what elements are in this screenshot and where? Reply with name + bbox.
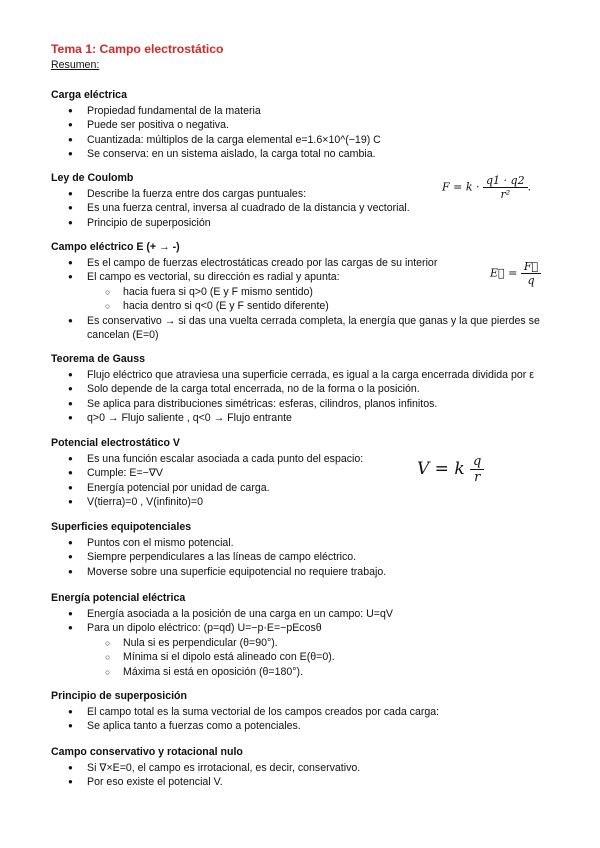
list-item: ● V(tierra)=0 , V(infinito)=0 [51,495,571,509]
list-item: ● Describe la fuerza entre dos cargas puntuales: [51,187,571,201]
list-item: ● q>0 → Flujo saliente , q<0 → Flujo entrante [51,411,571,425]
list-item: ● Principio de superposición [51,216,571,230]
formula-fraction [483,174,528,201]
list-item: ● El campo total es la suma vectorial de los campos creados por cada carga: [51,705,571,719]
formula-lhs: E⃗ = [490,266,518,280]
formula-end: . [527,180,532,194]
list-item: ● Para un dipolo eléctrico: (p=qd) U=−p·E=−pEcosθ [51,621,571,635]
formula-lhs: F = k · [442,180,480,194]
list-item: ● Puede ser positiva o negativa. [51,118,571,132]
formula-denominator: q [527,274,535,287]
sub-list-item: ○ hacia dentro si q<0 (E y F sentido diferente) [51,299,571,313]
page-title: Tema 1: Campo electrostático [51,42,224,56]
list-item: ● Es conservativo → si das una vuelta cerrada completa, la energía que ganas y la que pierdes se cancelan (E=0) [51,314,557,343]
section-heading: Teorema de Gauss [51,353,146,365]
list-item: ● Propiedad fundamental de la materia [51,104,571,118]
potential-formula [417,454,484,485]
section-heading: Campo eléctrico E (+ → -) [51,241,180,253]
list-item: ● Solo depende de la carga total encerrada, no de la forma o la posición. [51,382,571,396]
formula-numerator: F⃗ [521,260,541,274]
list-item: ● Energía potencial por unidad de carga. [51,481,571,495]
list-item: ● Se aplica para distribuciones simétricas: esferas, cilindros, planos infinitos. [51,397,571,411]
formula-numerator: q1 · q2 [483,174,528,188]
list-item: ● Es una fuerza central, inversa al cuadrado de la distancia y vectorial. [51,201,571,215]
section-energia-potencial [51,591,571,679]
formula-fraction [470,454,484,485]
section-teorema-gauss [51,352,571,426]
list-item: ● Se conserva: en un sistema aislado, la carga total no cambia. [51,147,571,161]
sub-list-item: ○ Nula si es perpendicular (θ=90°). [51,636,571,650]
formula-denominator: r [474,470,481,485]
sub-list-item: ○ Máxima si está en oposición (θ=180°). [51,665,571,679]
section-heading: Potencial electrostático V [51,437,180,449]
list-item: ● Por eso existe el potencial V. [51,775,571,789]
formula-numerator: q [470,454,484,470]
list-item: ● Es el campo de fuerzas electrostáticas creado por las cargas de su interior [51,256,571,270]
section-carga-electrica [51,88,571,162]
sub-list-item: ○ Mínima si el dipolo está alineado con E(θ=0). [51,650,571,664]
subtitle: Resumen: [51,59,100,71]
coulomb-formula [442,174,531,201]
section-heading: Ley de Coulomb [51,172,134,184]
list-item: ● Puntos con el mismo potencial. [51,536,571,550]
list-item: ● Cumple: E=−∇V [51,466,571,480]
list-item: ● Si ∇×E=0, el campo es irrotacional, es decir, conservativo. [51,761,571,775]
list-item: ● Es una función escalar asociada a cada punto del espacio: [51,452,571,466]
section-heading: Campo conservativo y rotacional nulo [51,746,243,758]
list-item: ● El campo es vectorial, su dirección es radial y apunta: [51,270,571,284]
list-item: ● Flujo eléctrico que atraviesa una superficie cerrada, es igual a la carga encerrada dividida por ε [51,368,571,382]
formula-denominator: r² [500,188,511,201]
list-item: ● Siempre perpendiculares a las líneas de campo eléctrico. [51,550,571,564]
list-item: ● Energía asociada a la posición de una carga en un campo: U=qV [51,607,571,621]
section-principio-superposicion [51,689,571,734]
section-superficies-equipotenciales [51,520,571,579]
list-item: ● Cuantizada: múltiplos de la carga elemental e=1.6×10^(−19) C [51,133,571,147]
section-heading: Principio de superposición [51,690,187,702]
section-heading: Superficies equipotenciales [51,521,192,533]
formula-lhs: V = k [417,459,465,479]
list-item: ● Moverse sobre una superficie equipotencial no requiere trabajo. [51,565,571,579]
section-campo-electrico [51,240,571,342]
field-formula [490,260,541,287]
section-heading: Carga eléctrica [51,89,127,101]
sub-list-item: ○ hacia fuera si q>0 (E y F mismo sentido) [51,285,571,299]
formula-fraction [521,260,541,287]
section-campo-conservativo [51,745,571,790]
section-heading: Energía potencial eléctrica [51,592,186,604]
list-item: ● Se aplica tanto a fuerzas como a potenciales. [51,719,571,733]
section-potencial-electrostatico [51,436,571,510]
